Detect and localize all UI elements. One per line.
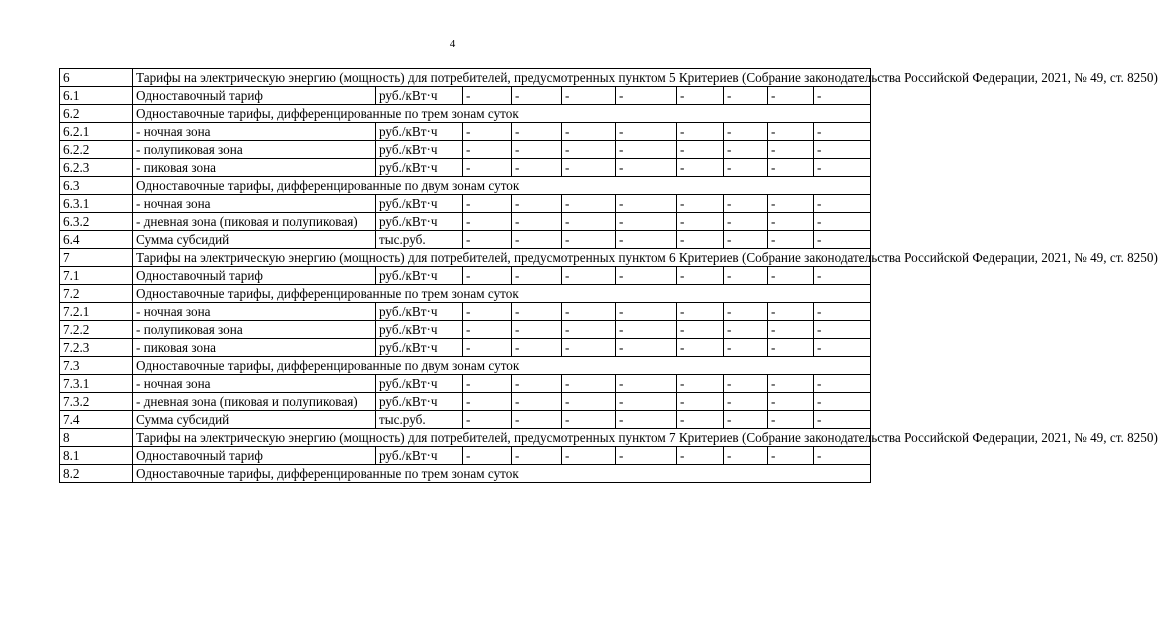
value-cell: - — [768, 267, 814, 285]
section-title: Тарифы на электрическую энергию (мощность) для потребителей, предусмотренных пунктом 7 Критериев (Собрание законодательства Российской Федерации, 2021, № 49, ст. 8250) — [133, 429, 871, 447]
page-number: 4 — [449, 38, 456, 50]
row-code: 6.3.2 — [60, 213, 133, 231]
value-cell: - — [463, 231, 512, 249]
value-cell: - — [463, 375, 512, 393]
value-cell: - — [677, 231, 724, 249]
value-cell: - — [616, 267, 677, 285]
value-cell: - — [724, 393, 768, 411]
value-cell: - — [616, 87, 677, 105]
value-cell: - — [463, 141, 512, 159]
value-cell: - — [616, 411, 677, 429]
value-cell: - — [562, 141, 616, 159]
value-cell: - — [562, 447, 616, 465]
value-cell: - — [616, 195, 677, 213]
row-code: 6.2.1 — [60, 123, 133, 141]
row-code: 6.3 — [60, 177, 133, 195]
group-title: Одноставочные тарифы, дифференцированные по трем зонам суток — [133, 285, 871, 303]
value-cell: - — [814, 393, 871, 411]
value-cell: - — [616, 339, 677, 357]
value-cell: - — [677, 267, 724, 285]
row-name: - ночная зона — [133, 123, 376, 141]
value-cell: - — [562, 339, 616, 357]
row-name: - ночная зона — [133, 303, 376, 321]
group-row — [60, 357, 871, 375]
value-cell: - — [814, 195, 871, 213]
value-cell: - — [724, 321, 768, 339]
group-row — [60, 465, 871, 483]
row-name: - полупиковая зона — [133, 141, 376, 159]
row-code: 7.2.1 — [60, 303, 133, 321]
value-cell: - — [677, 375, 724, 393]
row-code: 7.2 — [60, 285, 133, 303]
table-row — [60, 87, 871, 105]
value-cell: - — [677, 123, 724, 141]
row-unit: руб./кВт·ч — [376, 213, 463, 231]
value-cell: - — [512, 267, 562, 285]
value-cell: - — [814, 267, 871, 285]
value-cell: - — [814, 375, 871, 393]
section-row — [60, 249, 871, 267]
row-name: Одноставочный тариф — [133, 447, 376, 465]
value-cell: - — [463, 321, 512, 339]
value-cell: - — [562, 267, 616, 285]
value-cell: - — [677, 141, 724, 159]
value-cell: - — [724, 213, 768, 231]
value-cell: - — [512, 339, 562, 357]
value-cell: - — [768, 87, 814, 105]
value-cell: - — [768, 231, 814, 249]
value-cell: - — [677, 159, 724, 177]
value-cell: - — [724, 411, 768, 429]
row-name: - пиковая зона — [133, 159, 376, 177]
value-cell: - — [616, 159, 677, 177]
row-code: 6 — [60, 69, 133, 87]
row-unit: руб./кВт·ч — [376, 141, 463, 159]
value-cell: - — [512, 123, 562, 141]
table-row — [60, 123, 871, 141]
value-cell: - — [768, 375, 814, 393]
row-code: 7.3.2 — [60, 393, 133, 411]
row-name: - ночная зона — [133, 375, 376, 393]
value-cell: - — [512, 411, 562, 429]
table-row — [60, 321, 871, 339]
value-cell: - — [724, 375, 768, 393]
row-code: 6.2 — [60, 105, 133, 123]
value-cell: - — [677, 393, 724, 411]
table-row — [60, 447, 871, 465]
value-cell: - — [814, 213, 871, 231]
value-cell: - — [768, 339, 814, 357]
value-cell: - — [463, 411, 512, 429]
value-cell: - — [724, 267, 768, 285]
value-cell: - — [512, 321, 562, 339]
value-cell: - — [677, 447, 724, 465]
value-cell: - — [562, 213, 616, 231]
value-cell: - — [768, 303, 814, 321]
value-cell: - — [724, 141, 768, 159]
value-cell: - — [616, 393, 677, 411]
row-name: - дневная зона (пиковая и полупиковая) — [133, 213, 376, 231]
row-name: Одноставочный тариф — [133, 87, 376, 105]
row-unit: руб./кВт·ч — [376, 321, 463, 339]
row-name: Сумма субсидий — [133, 231, 376, 249]
value-cell: - — [814, 123, 871, 141]
row-code: 7.2.2 — [60, 321, 133, 339]
row-name: - ночная зона — [133, 195, 376, 213]
value-cell: - — [768, 213, 814, 231]
row-unit: руб./кВт·ч — [376, 195, 463, 213]
value-cell: - — [768, 411, 814, 429]
group-title: Одноставочные тарифы, дифференцированные по двум зонам суток — [133, 177, 871, 195]
value-cell: - — [463, 447, 512, 465]
value-cell: - — [562, 123, 616, 141]
row-code: 6.4 — [60, 231, 133, 249]
group-title: Одноставочные тарифы, дифференцированные по двум зонам суток — [133, 357, 871, 375]
value-cell: - — [724, 195, 768, 213]
row-name: - полупиковая зона — [133, 321, 376, 339]
value-cell: - — [463, 159, 512, 177]
table-row — [60, 213, 871, 231]
value-cell: - — [768, 321, 814, 339]
row-unit: руб./кВт·ч — [376, 159, 463, 177]
value-cell: - — [724, 123, 768, 141]
row-code: 6.3.1 — [60, 195, 133, 213]
value-cell: - — [463, 303, 512, 321]
row-code: 8 — [60, 429, 133, 447]
value-cell: - — [562, 87, 616, 105]
row-code: 8.1 — [60, 447, 133, 465]
table-row — [60, 303, 871, 321]
value-cell: - — [677, 213, 724, 231]
row-unit: руб./кВт·ч — [376, 123, 463, 141]
value-cell: - — [724, 159, 768, 177]
value-cell: - — [814, 141, 871, 159]
value-cell: - — [616, 141, 677, 159]
value-cell: - — [814, 159, 871, 177]
section-row — [60, 69, 871, 87]
row-code: 8.2 — [60, 465, 133, 483]
row-unit: руб./кВт·ч — [376, 87, 463, 105]
value-cell: - — [512, 213, 562, 231]
value-cell: - — [562, 393, 616, 411]
value-cell: - — [512, 231, 562, 249]
row-unit: тыс.руб. — [376, 411, 463, 429]
value-cell: - — [768, 123, 814, 141]
table-row — [60, 393, 871, 411]
row-code: 6.2.2 — [60, 141, 133, 159]
value-cell: - — [814, 447, 871, 465]
section-row — [60, 429, 871, 447]
row-unit: руб./кВт·ч — [376, 447, 463, 465]
value-cell: - — [463, 339, 512, 357]
value-cell: - — [463, 213, 512, 231]
row-code: 7.3.1 — [60, 375, 133, 393]
row-code: 7.1 — [60, 267, 133, 285]
value-cell: - — [562, 195, 616, 213]
value-cell: - — [814, 411, 871, 429]
row-unit: тыс.руб. — [376, 231, 463, 249]
table-row — [60, 231, 871, 249]
table-row — [60, 267, 871, 285]
value-cell: - — [463, 393, 512, 411]
value-cell: - — [616, 231, 677, 249]
value-cell: - — [724, 339, 768, 357]
value-cell: - — [814, 321, 871, 339]
value-cell: - — [512, 393, 562, 411]
table-row — [60, 141, 871, 159]
row-code: 7.3 — [60, 357, 133, 375]
section-title: Тарифы на электрическую энергию (мощность) для потребителей, предусмотренных пунктом 6 Критериев (Собрание законодательства Российской Федерации, 2021, № 49, ст. 8250) — [133, 249, 871, 267]
value-cell: - — [616, 321, 677, 339]
row-code: 7.4 — [60, 411, 133, 429]
value-cell: - — [616, 303, 677, 321]
row-unit: руб./кВт·ч — [376, 267, 463, 285]
value-cell: - — [768, 447, 814, 465]
value-cell: - — [562, 159, 616, 177]
table-row — [60, 375, 871, 393]
row-unit: руб./кВт·ч — [376, 393, 463, 411]
value-cell: - — [677, 411, 724, 429]
value-cell: - — [616, 123, 677, 141]
row-name: Одноставочный тариф — [133, 267, 376, 285]
table-row — [60, 159, 871, 177]
value-cell: - — [677, 87, 724, 105]
value-cell: - — [562, 411, 616, 429]
value-cell: - — [677, 303, 724, 321]
value-cell: - — [724, 231, 768, 249]
value-cell: - — [814, 303, 871, 321]
value-cell: - — [512, 375, 562, 393]
value-cell: - — [616, 375, 677, 393]
row-code: 7 — [60, 249, 133, 267]
group-title: Одноставочные тарифы, дифференцированные по трем зонам суток — [133, 105, 871, 123]
value-cell: - — [724, 87, 768, 105]
value-cell: - — [814, 87, 871, 105]
row-code: 7.2.3 — [60, 339, 133, 357]
row-unit: руб./кВт·ч — [376, 375, 463, 393]
group-title: Одноставочные тарифы, дифференцированные по трем зонам суток — [133, 465, 871, 483]
value-cell: - — [616, 213, 677, 231]
table-row — [60, 339, 871, 357]
value-cell: - — [463, 123, 512, 141]
value-cell: - — [463, 195, 512, 213]
value-cell: - — [677, 195, 724, 213]
row-code: 6.1 — [60, 87, 133, 105]
value-cell: - — [562, 231, 616, 249]
table-row — [60, 195, 871, 213]
row-unit: руб./кВт·ч — [376, 303, 463, 321]
value-cell: - — [463, 87, 512, 105]
value-cell: - — [562, 375, 616, 393]
value-cell: - — [616, 447, 677, 465]
value-cell: - — [814, 231, 871, 249]
value-cell: - — [512, 159, 562, 177]
value-cell: - — [724, 447, 768, 465]
value-cell: - — [768, 195, 814, 213]
row-name: - пиковая зона — [133, 339, 376, 357]
group-row — [60, 177, 871, 195]
group-row — [60, 285, 871, 303]
value-cell: - — [512, 303, 562, 321]
row-name: - дневная зона (пиковая и полупиковая) — [133, 393, 376, 411]
value-cell: - — [768, 141, 814, 159]
value-cell: - — [562, 303, 616, 321]
group-row — [60, 105, 871, 123]
value-cell: - — [677, 321, 724, 339]
section-title: Тарифы на электрическую энергию (мощность) для потребителей, предусмотренных пунктом 5 Критериев (Собрание законодательства Российской Федерации, 2021, № 49, ст. 8250) — [133, 69, 871, 87]
value-cell: - — [512, 141, 562, 159]
value-cell: - — [677, 339, 724, 357]
value-cell: - — [512, 447, 562, 465]
value-cell: - — [512, 87, 562, 105]
value-cell: - — [768, 393, 814, 411]
row-name: Сумма субсидий — [133, 411, 376, 429]
value-cell: - — [814, 339, 871, 357]
value-cell: - — [512, 195, 562, 213]
value-cell: - — [768, 159, 814, 177]
value-cell: - — [724, 303, 768, 321]
row-unit: руб./кВт·ч — [376, 339, 463, 357]
row-code: 6.2.3 — [60, 159, 133, 177]
tariffs-table — [59, 68, 1158, 483]
table-row — [60, 411, 871, 429]
value-cell: - — [562, 321, 616, 339]
value-cell: - — [463, 267, 512, 285]
